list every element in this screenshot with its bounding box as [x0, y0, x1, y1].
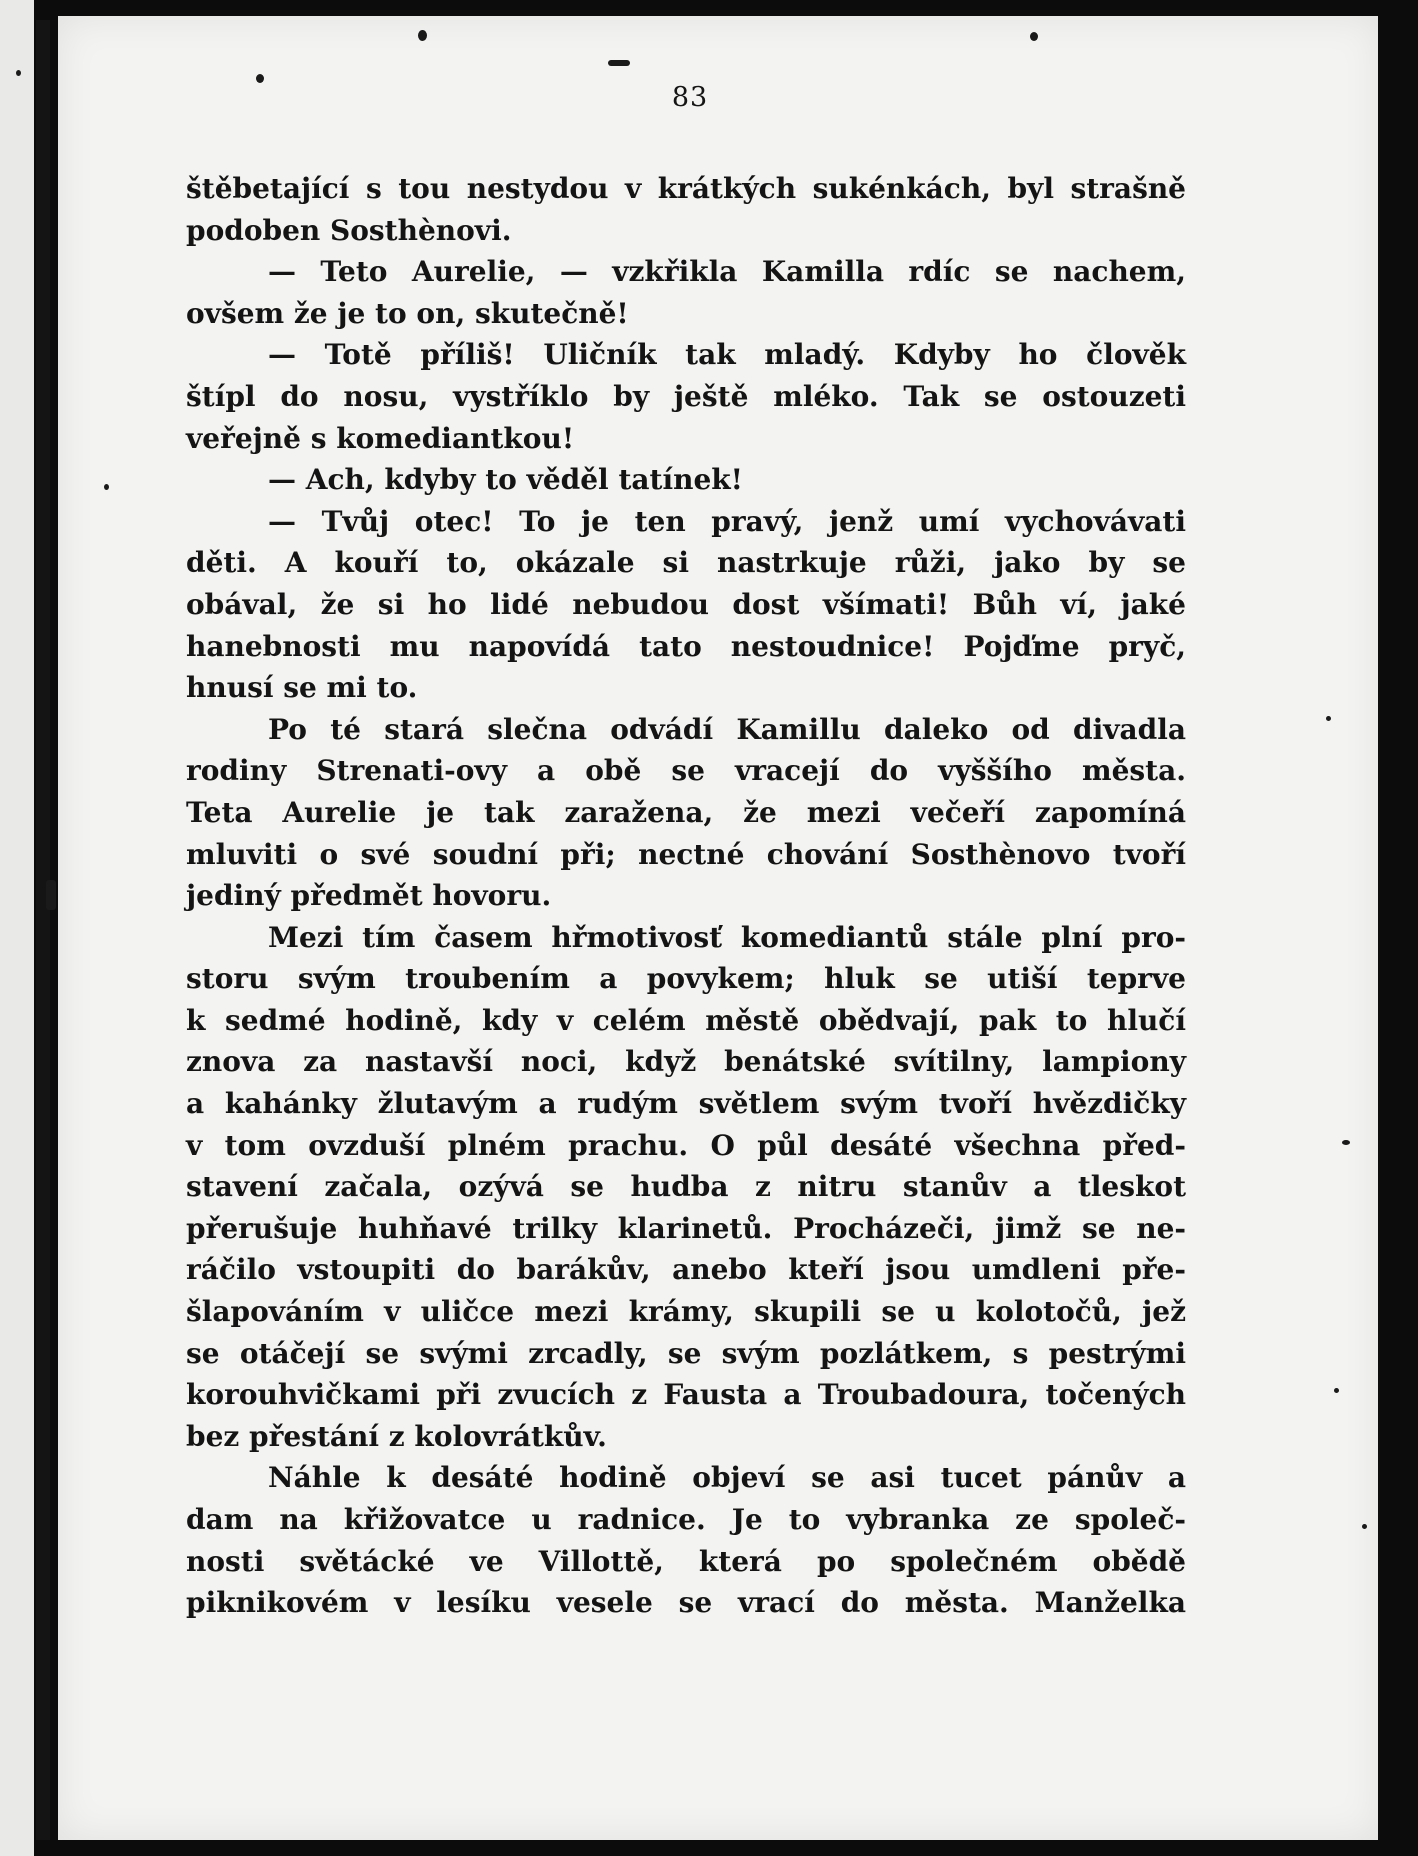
- text-line: rodiny Strenati-ovy a obě se vracejí do vyššího města.: [186, 754, 1186, 788]
- text-line: štěbetající s tou nestydou v krátkých sukénkách, byl strašně: [186, 172, 1186, 205]
- text-line: veřejně s komediantkou!: [186, 421, 575, 455]
- text-line: a kahánky žlutavým a rudým světlem svým tvoří hvězdičky: [186, 1087, 1186, 1121]
- text-line: Teta Aurelie je tak zaražena, že mezi večeří zapomíná: [186, 795, 1186, 829]
- dust-speck: [1334, 1388, 1339, 1393]
- text-line: piknikovém v lesíku vesele se vrací do města. Manželka: [186, 1586, 1186, 1620]
- text-line: dam na křižovatce u radnice. Je to vybranka ze společ-: [186, 1503, 1186, 1536]
- dust-speck: [104, 484, 109, 490]
- dust-speck: [608, 60, 630, 66]
- text-line: Náhle k desáté hodině objeví se asi tucet pánův a: [268, 1461, 1186, 1495]
- dust-speck: [1362, 1524, 1367, 1529]
- body-text: [186, 168, 1186, 1624]
- text-line: — Totě příliš! Uličník tak mladý. Kdyby ho člověk: [268, 338, 1186, 372]
- text-line: korouhvičkami při zvucích z Fausta a Troubadoura, točených: [186, 1378, 1186, 1412]
- text-line: znova za nastavší noci, když benátské svítilny, lampiony: [186, 1045, 1186, 1079]
- text-line: hanebnosti mu napovídá tato nestoudnice! Pojďme pryč,: [186, 629, 1186, 663]
- binding-shadow-bar: [36, 20, 50, 1840]
- dust-speck: [16, 70, 21, 76]
- text-line: v tom ovzduší plném prachu. O půl desáté všechna před-: [186, 1128, 1186, 1162]
- text-line: ráčilo vstoupiti do barákův, anebo kteří jsou umdleni pře-: [186, 1253, 1186, 1287]
- text-line: děti. A kouří to, okázale si nastrkuje růži, jako by se: [186, 546, 1186, 580]
- text-line: stavení začala, ozývá se hudba z nitru stanův a tleskot: [186, 1170, 1186, 1204]
- text-line: šlapováním v uličce mezi krámy, skupili se u kolotočů, jež: [186, 1295, 1186, 1329]
- text-line: přerušuje huhňavé trilky klarinetů. Procházeči, jimž se ne-: [186, 1211, 1186, 1245]
- right-scan-edge: [1378, 0, 1418, 1856]
- text-line: — Teto Aurelie, — vzkřikla Kamilla rdíc se nachem,: [268, 255, 1186, 289]
- dust-speck: [1342, 1140, 1350, 1145]
- text-line: hnusí se mi to.: [186, 671, 418, 705]
- page-number: 83: [671, 82, 709, 113]
- text-line: se otáčejí se svými zrcadly, se svým pozlátkem, s pestrými: [186, 1336, 1186, 1370]
- left-page-margin-strip: [0, 0, 34, 1856]
- text-line: ovšem že je to on, skutečně!: [186, 296, 629, 330]
- dust-speck: [46, 880, 56, 910]
- text-line: storu svým troubením a povykem; hluk se utiší teprve: [186, 962, 1186, 996]
- dust-speck: [1030, 32, 1038, 41]
- text-line: obával, že si ho lidé nebudou dost všímati! Bůh ví, jaké: [186, 587, 1186, 621]
- text-line: — Ach, kdyby to věděl tatínek!: [268, 463, 743, 497]
- text-line: nosti světácké ve Villottě, která po společném obědě: [186, 1544, 1186, 1578]
- text-line: k sedmé hodině, kdy v celém městě obědvají, pak to hlučí: [186, 1003, 1186, 1037]
- text-line: podoben Sosthènovi.: [186, 213, 512, 247]
- dust-speck: [418, 30, 427, 41]
- text-line: bez přestání z kolovrátkův.: [186, 1419, 607, 1453]
- text-line: Po té stará slečna odvádí Kamillu daleko od divadla: [268, 712, 1186, 746]
- text-line: — Tvůj otec! To je ten pravý, jenž umí vychovávati: [268, 504, 1186, 538]
- text-line: mluviti o své soudní při; nectné chování Sosthènovo tvoří: [186, 837, 1186, 871]
- text-line: Mezi tím časem hřmotivosť komediantů stále plní pro-: [268, 920, 1186, 954]
- dust-speck: [1326, 716, 1331, 721]
- text-line: štípl do nosu, vystříklo by ještě mléko. Tak se ostouzeti: [186, 379, 1186, 413]
- text-line: jediný předmět hovoru.: [186, 879, 552, 913]
